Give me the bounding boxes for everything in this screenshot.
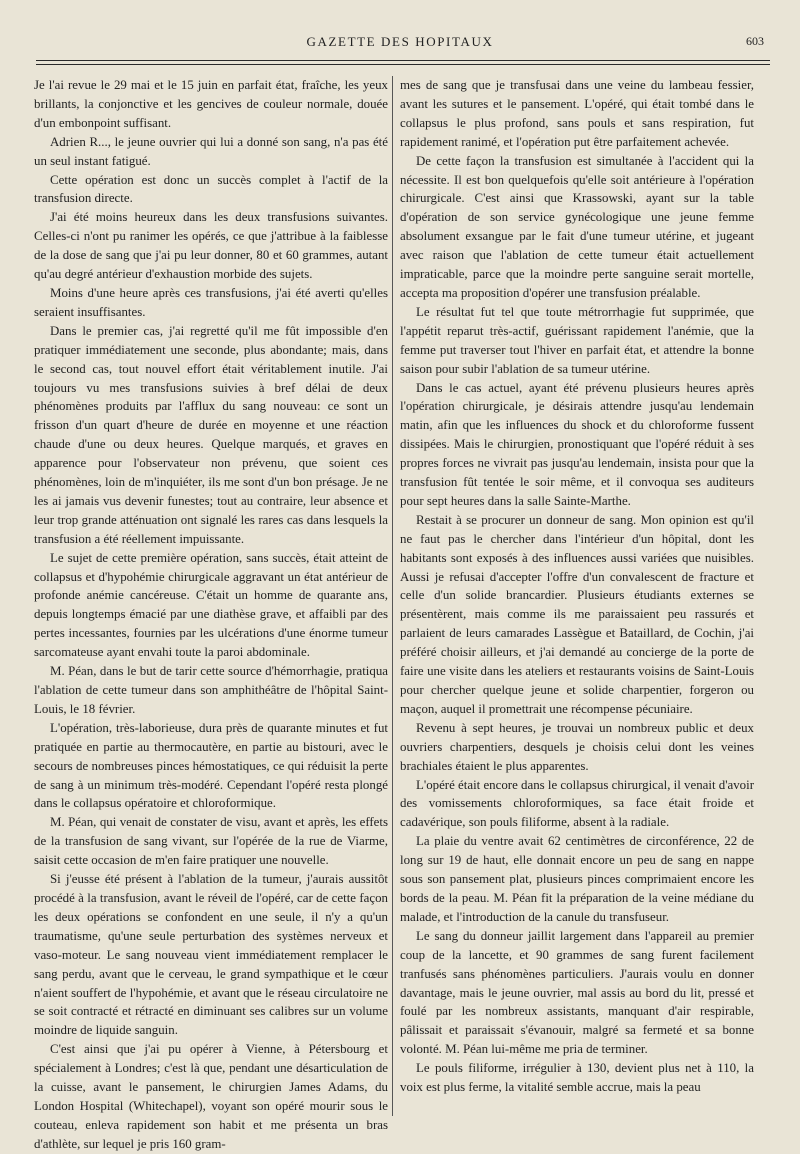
paragraph: Le sujet de cette première opération, sans succès, était atteint de collapsus et d'hypohémie chirurgicale aggravant un état antérieur de profonde anémie cancéreuse. C'était un homme de quarante ans, depuis longtemps émacié par une diathèse grave, et affaibli par des pertes incessantes, fournies par les ulcérations d'une énorme tumeur sarcomateuse ayant envahi toute la paroi abdominale. [34, 550, 388, 660]
paragraph: Si j'eusse été présent à l'ablation de la tumeur, j'aurais aussitôt procédé à la transfusion, avant le réveil de l'opéré, car de cette façon les deux opérations se confondent en une seule, il n'y a qu'un traumatisme, qu'une seule perturbation des systèmes nerveux et vaso-moteur. Le sang nouveau vient immédiatement remplacer le sang perdu, avant que le cerveau, le grand sympathique et le cœur n'aient souffert de l'hypohémie, et avant que le réseau circulatoire ne se soit contracté et rétracté en diminuant ses calibres sur un volume moindre de liquide sanguin. [34, 872, 388, 1038]
paragraph: De cette façon la transfusion est simultanée à l'accident qui la nécessite. Il est bon quelquefois qu'elle soit antérieure à l'opération chirurgicale. C'est ainsi que Krassowski, ayant sur la table d'opération de son service gynécologique une jeune femme absolument exsangue par le fait d'une tumeur utérine, et jugeant avec raison que l'ablation de cette tumeur était actuellement impraticable, parce que la moindre perte sanguine serait mortelle, accepta ma proposition d'opérer une transfusion préalable. [400, 153, 754, 300]
paragraph: L'opéré était encore dans le collapsus chirurgical, il venait d'avoir des vomissements chloroformiques, sa face était froide et cadavérique, son pouls filiforme, absent à la radiale. [400, 777, 755, 830]
paragraph: J'ai été moins heureux dans les deux transfusions suivantes. Celles-ci n'ont pu ranimer les opérés, ce que j'attribue à la faiblesse de la dose de sang que j'ai pu leur donner, 80 et 60 grammes, autant qu'au degré antérieur d'exhaustion morbide des sujets. [34, 210, 388, 282]
paragraph: Dans le premier cas, j'ai regretté qu'il me fût impossible d'en pratiquer immédiatement une seconde, plus abondante; mais, dans le second cas, tout nouvel effort était véritablement inutile. J'ai toujours vu mes transfusions suivies à bref délai de deux phénomènes produits par l'afflux du sang nouveau: ce sont un frisson d'un quart d'heure de durée en moyenne et une réaction chaude d'une ou deux heures. Quelque marqués, et graves en apparence pour l'observateur non prévenu, que soient ces phénomènes, loin de m'inquiéter, ils me sont d'un bon présage. Je ne les ai jamais vus devenir funestes; tout au contraire, leur absence et leur trop grande atténuation ont signalé les rares cas dans lesquels la transfusion a été réellement impuissante. [34, 323, 388, 546]
paragraph: M. Péan, dans le but de tarir cette source d'hémorrhagie, pratiqua l'ablation de cette tumeur dans son amphithéâtre de l'hôpital Saint-Louis, le 18 février. [34, 664, 388, 716]
column-divider [392, 76, 393, 1116]
paragraph: Dans le cas actuel, ayant été prévenu plusieurs heures après l'opération chirurgicale, je désirais attendre jusqu'au lendemain matin, afin que les influences du shock et du chloroforme fussent dissipées. Mais le chirurgien, pronostiquant que l'opéré réduit à ses propres forces ne vivrait pas jusqu'au lendemain, insista pour que la transfusion fût tentée le soir même, et il convoqua ses auditeurs pour sept heures dans la salle Sainte-Marthe. [400, 380, 754, 508]
paragraph: Adrien R..., le jeune ouvrier qui lui a donné son sang, n'a pas été un seul instant fatigué. [34, 134, 388, 168]
paragraph: L'opération, très-laborieuse, dura près de quarante minutes et fut pratiquée en partie au thermocautère, en partie au bistouri, avec le secours de nombreuses pinces hémostatiques, ce qui réduisit la perte de sang à un minimum très-modéré. Cependant l'opéré resta plongé dans le collapsus opératoire et chloroformique. [34, 720, 388, 811]
paragraph: Le sang du donneur jaillit largement dans l'appareil au premier coup de la lancette, et 90 grammes de sang furent facilement tranfusés sans phénomènes particuliers. J'aurais voulu en donner davantage, mais le jeune ouvrier, mal assis au bord du lit, pressé et foulé par les nombreux assistants, manquant d'air respirable, pâlissait et paraissait s'évanouir, malgré sa fermeté et sa bonne volonté. M. Péan lui-même me pria de terminer. [400, 928, 754, 1057]
header-rule [36, 60, 770, 61]
paragraph: mes de sang que je transfusai dans une veine du lambeau fessier, avant les sutures et le pansement. L'opéré, qui était tombé dans le collapsus le plus profond, sans pouls et sans respiration, fut rapidement ranimé, et l'opération put être parfaitement achevée. [400, 78, 754, 149]
paragraph: La plaie du ventre avait 62 centimètres de circonférence, 22 de long sur 19 de haut, elle donnait encore un peu de sang en nappe sous son pansement plat, plusieurs pinces comprimaient encore les bords de la peau. M. Péan fit la préparation de la veine médiane du malade, et l'introduction de la canule du transfuseur. [400, 834, 754, 924]
journal-title: GAZETTE DES HOPITAUX [306, 34, 494, 49]
paragraph: Je l'ai revue le 29 mai et le 15 juin en parfait état, fraîche, les yeux brillants, la conjonctive et les gencives de couleur normale, douée d'un embonpoint suffisant. [34, 78, 388, 130]
paragraph: Le résultat fut tel que toute métrorrhagie fut supprimée, que l'appétit reparut très-actif, guérissant rapidement l'anémie, que la femme put traverser tout l'hiver en parfait état, et attendre la bonne saison pour subir l'ablation de sa tumeur utérine. [400, 304, 754, 376]
paragraph: C'est ainsi que j'ai pu opérer à Vienne, à Pétersbourg et spécialement à Londres; c'est là que, pendant une désarticulation de la cuisse, avant le pansement, le chirurgien James Adams, du London Hospital (Whitechapel), voyant son opéré mourir sous le couteau, enleva rapidement son habit et me présenta un bras d'athlète, sur lequel je pris 160 gram- [34, 1042, 388, 1151]
header-rule-double [36, 64, 770, 65]
paragraph: Le pouls filiforme, irrégulier à 130, devient plus net à 110, la voix est plus ferme, la vitalité semble accrue, mais la peau [400, 1061, 754, 1095]
paragraph: Moins d'une heure après ces transfusions, j'ai été averti qu'elles seraient insuffisantes. [34, 285, 388, 319]
page-header [34, 34, 766, 58]
page-number: 603 [746, 34, 764, 48]
paragraph: Cette opération est donc un succès complet à l'actif de la transfusion directe. [34, 172, 388, 206]
right-column [400, 76, 754, 1126]
paragraph: Restait à se procurer un donneur de sang. Mon opinion est qu'il ne faut pas le chercher dans l'intérieur d'un hôpital, dont les habitants sont exposés à des influences aussi variées que nuisibles. Aussi je refusai d'accepter l'offre d'un convalescent de fracture et celle d'un solide brancardier. Plusieurs étudiants externes se présentèrent, mais comme ils me paraissaient peu rassurés et parlaient de leurs camarades Lassègue et Bataillard, de Cochin, j'ai préféré choisir ailleurs, et j'ai demandé au concierge de la porte de faire une visite dans les ateliers et restaurants voisins de Saint-Louis pour chercher quelque jeune et solide charpentier, forgeron ou maçon, auquel il promettrait une récompense pécuniaire. [400, 512, 754, 716]
left-column [34, 76, 388, 1151]
paragraph: M. Péan, qui venait de constater de visu, avant et après, les effets de la transfusion de sang vivant, sur l'opérée de la rue de Viarme, saisit cette occasion de m'en faire pratiquer une nouvelle. [34, 815, 388, 868]
paragraph: Revenu à sept heures, je trouvai un nombreux public et deux ouvriers charpentiers, desquels je choisis celui dont les veines brachiales étaient le plus apparentes. [400, 720, 754, 773]
